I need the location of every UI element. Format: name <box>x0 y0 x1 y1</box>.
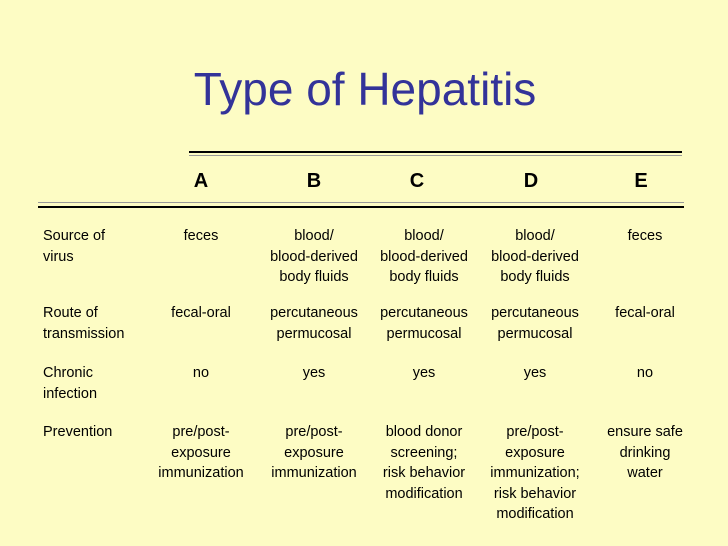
cell-line: no <box>636 365 654 381</box>
cell-line: ensure safe <box>607 424 683 440</box>
table-cell-a <box>145 303 257 324</box>
cell-line: yes <box>523 365 547 381</box>
cell-line: Route of <box>43 305 98 321</box>
cell-line: blood donor <box>385 424 463 440</box>
cell-line: immunization <box>271 465 357 481</box>
cell-line: Source of <box>43 228 106 244</box>
column-header-e: E <box>634 170 648 192</box>
column-header-b: B <box>306 170 322 192</box>
cell-line: drinking <box>619 444 671 461</box>
table-cell-a <box>145 226 257 247</box>
table-cell-c <box>368 363 480 384</box>
cell-line: percutaneous <box>380 305 468 321</box>
cell-line: yes <box>302 365 326 381</box>
cell-line: exposure <box>284 444 344 461</box>
table-cell-c <box>368 226 480 288</box>
cell-line: Chronic <box>43 365 93 381</box>
cell-line: immunization; <box>490 465 580 481</box>
column-header-c: C <box>409 170 425 192</box>
cell-line: blood/ <box>404 228 444 244</box>
table-cell-b <box>258 363 370 384</box>
table-cell-a <box>145 422 257 484</box>
table-cell-c <box>368 303 480 344</box>
cell-line: yes <box>412 365 436 381</box>
cell-line: body fluids <box>279 269 349 285</box>
column-header-d: D <box>523 170 539 192</box>
cell-line: pre/post- <box>506 424 564 440</box>
cell-line: exposure <box>171 444 231 461</box>
cell-line: feces <box>627 228 663 244</box>
cell-line: risk behavior <box>493 485 577 502</box>
row-label <box>43 363 148 404</box>
table-cell-e <box>589 226 701 247</box>
table-cell-c <box>368 422 480 504</box>
cell-line: exposure <box>505 444 565 461</box>
cell-line: risk behavior <box>382 465 466 481</box>
row-label <box>43 422 148 443</box>
table-cell-b <box>258 303 370 344</box>
cell-line: immunization <box>158 465 244 481</box>
cell-line: fecal-oral <box>615 305 675 321</box>
column-header-a: A <box>193 170 209 192</box>
table-cell-b <box>258 226 370 288</box>
table-cell-e <box>589 422 701 484</box>
row-label <box>43 226 148 267</box>
cell-line: virus <box>43 248 74 265</box>
table-cell-d <box>479 303 591 344</box>
table-cell-d <box>479 363 591 384</box>
cell-line: no <box>192 365 210 381</box>
table-cell-d <box>479 422 591 525</box>
table-cell-a <box>145 363 257 384</box>
cell-line: water <box>627 465 663 481</box>
cell-line: blood-derived <box>491 248 579 265</box>
table-header-rule <box>38 206 684 208</box>
table-top-rule <box>189 151 682 153</box>
table-cell-e <box>589 363 701 384</box>
cell-line: fecal-oral <box>171 305 231 321</box>
cell-line: permucosal <box>497 325 573 342</box>
table-top-rule-shadow <box>189 155 682 156</box>
table-cell-b <box>258 422 370 484</box>
cell-line: body fluids <box>500 269 570 285</box>
cell-line: blood-derived <box>270 248 358 265</box>
cell-line: blood/ <box>294 228 334 244</box>
cell-line: permucosal <box>386 325 462 342</box>
table-cell-e <box>589 303 701 324</box>
cell-line: pre/post- <box>285 424 343 440</box>
cell-line: permucosal <box>276 325 352 342</box>
row-label <box>43 303 148 344</box>
cell-line: modification <box>496 506 574 522</box>
cell-line: infection <box>43 385 98 402</box>
cell-line: screening; <box>390 444 458 461</box>
cell-line: transmission <box>43 325 125 342</box>
table-cell-d <box>479 226 591 288</box>
table-header-rule-shadow <box>38 202 684 203</box>
cell-line: blood/ <box>515 228 555 244</box>
cell-line: Prevention <box>43 424 113 440</box>
cell-line: pre/post- <box>172 424 230 440</box>
cell-line: blood-derived <box>380 248 468 265</box>
page-title: Type of Hepatitis <box>193 63 537 115</box>
cell-line: body fluids <box>389 269 459 285</box>
cell-line: modification <box>385 485 463 502</box>
cell-line: percutaneous <box>270 305 358 321</box>
cell-line: feces <box>183 228 219 244</box>
cell-line: percutaneous <box>491 305 579 321</box>
